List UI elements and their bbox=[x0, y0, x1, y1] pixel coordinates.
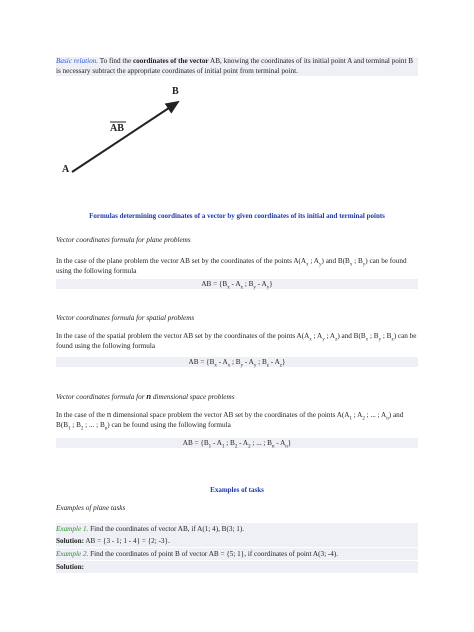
vector-ab-label: AB bbox=[110, 123, 124, 134]
plane-formula: AB = {$B_x - A_x$ ; $B_y - A_y$} bbox=[56, 279, 418, 289]
solution-1: Solution: AB = {3 - 1; 1 - 4} = {2; -3}. bbox=[56, 535, 418, 547]
vector-arrow bbox=[72, 102, 178, 172]
ndim-text: In the case of the n dimensional space problem the vector AB set by the coordinates of the points $A(A_1$ ; $A_2$ ; ... ; $A_n$) and $B(B_1$ ; $B_2$ ; ... ; $B_n$) can be found using the following formula bbox=[56, 409, 404, 432]
example-2: Example 2. Find the coordinates of point B of vector AB = {5; 1}, if coordinates of point A(3; -4). bbox=[56, 548, 418, 560]
point-b-label: B bbox=[172, 86, 179, 97]
spatial-formula: AB = {$B_x - A_x$ ; $B_y - A_y$ ; $B_z - A_z$} bbox=[56, 357, 418, 367]
basic-relation-label: Basic relation. bbox=[56, 57, 99, 65]
solution-1-label: Solution: bbox=[56, 537, 84, 545]
ndim-formula: AB = {$B_1 - A_1$ ; $B_2 - A_2$ ; ... ; $B_n - A_n$} bbox=[56, 438, 418, 448]
solution-2 bbox=[56, 561, 418, 573]
basic-relation-paragraph: Basic relation. To find the coordinates of the vector AB, knowing the coordinates of its initial point A and terminal point B is necessary subtract the appropriate coordinates of initial point from terminal point. bbox=[56, 57, 418, 76]
spatial-text: In the case of the spatial problem the vector AB set by the coordinates of the points $A(A_x$ ; $A_y$ ; $A_z$) and $B(B_x$ ; $B_y$ ; $B_z$) can be found using the following formula bbox=[56, 332, 417, 350]
plane-text: In the case of the plane problem the vector AB set by the coordinates of the points $A(A_x$ ; $A_y$) and $B(B_x$ ; $B_y$) can be found using the following formula bbox=[56, 257, 407, 275]
ndim-heading: Vector coordinates formula for n dimensional space problems bbox=[56, 391, 235, 401]
point-a-label: A bbox=[62, 164, 70, 175]
examples-subheading: Examples of plane tasks bbox=[56, 504, 126, 512]
solution-2-label: Solution: bbox=[56, 563, 84, 571]
spatial-heading: Vector coordinates formula for spatial problems bbox=[56, 314, 195, 322]
section-title: Formulas determining coordinates of a vector by given coordinates of its initial and terminal points bbox=[89, 212, 385, 220]
examples-title: Examples of tasks bbox=[210, 486, 264, 494]
plane-heading: Vector coordinates formula for plane problems bbox=[56, 236, 191, 244]
example-2-label: Example 2. bbox=[56, 550, 89, 558]
example-1: Example 1. Find the coordinates of vector AB, if A(1; 4), B(3; 1). bbox=[56, 523, 418, 535]
example-1-label: Example 1. bbox=[56, 525, 89, 533]
